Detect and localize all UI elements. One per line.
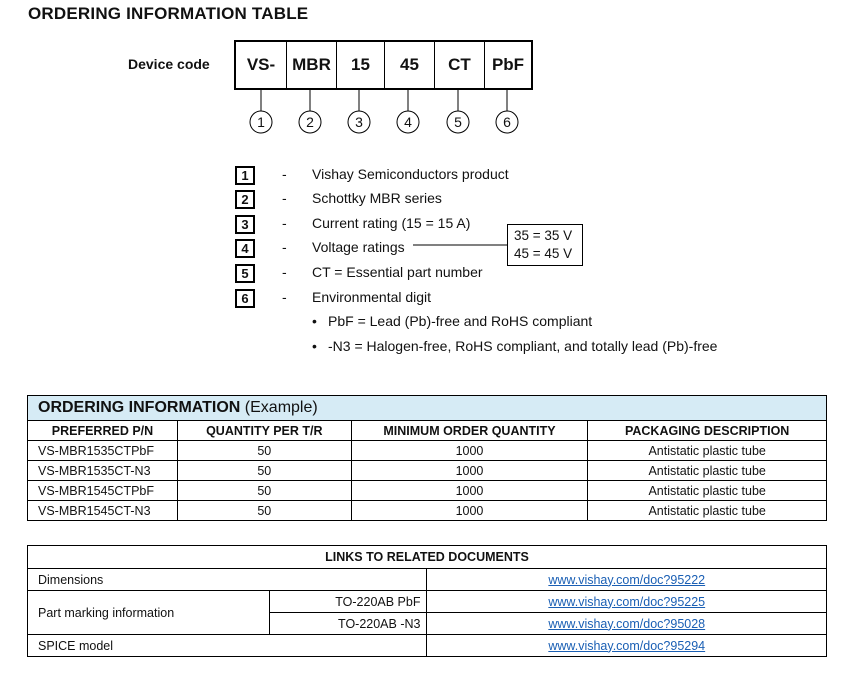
legend-text: Environmental digit — [312, 289, 432, 305]
table-cell: 50 — [177, 441, 351, 461]
table-cell: 50 — [177, 461, 351, 481]
link-name: Part marking information — [28, 591, 270, 635]
spice-model-link[interactable]: www.vishay.com/doc?95294 — [548, 638, 706, 653]
legend-number: 5 — [235, 264, 255, 283]
legend-dash: - — [282, 289, 287, 305]
code-segment: 45 — [385, 42, 435, 88]
legend-dash: - — [282, 264, 287, 280]
table-cell: VS-MBR1545CT-N3 — [28, 501, 178, 521]
column-header: PACKAGING DESCRIPTION — [588, 421, 827, 441]
voltage-option: 35 = 35 V — [514, 228, 573, 243]
bullet-dot: • — [312, 338, 317, 354]
legend-text: Voltage ratings — [312, 239, 405, 255]
voltage-option: 45 = 45 V — [514, 246, 573, 261]
table-row — [28, 569, 827, 591]
table-cell: 1000 — [351, 441, 588, 461]
code-segment: VS- — [236, 42, 287, 88]
table-row — [28, 461, 827, 481]
code-segment: MBR — [287, 42, 337, 88]
voltage-ratings-box — [507, 224, 583, 266]
legend-dash: - — [282, 166, 287, 182]
part-marking-n3-link[interactable]: www.vishay.com/doc?95028 — [548, 616, 706, 631]
legend-dash: - — [282, 239, 287, 255]
code-segment: 15 — [337, 42, 385, 88]
legend-number: 2 — [235, 190, 255, 209]
table-row — [28, 481, 827, 501]
device-code-label: Device code — [128, 56, 210, 72]
part-marking-pbf-link[interactable]: www.vishay.com/doc?95225 — [548, 594, 706, 609]
table-cell: VS-MBR1545CTPbF — [28, 481, 178, 501]
table-cell: Antistatic plastic tube — [588, 441, 827, 461]
table-cell: Antistatic plastic tube — [588, 501, 827, 521]
table-cell: Antistatic plastic tube — [588, 481, 827, 501]
circle-number: 1 — [257, 114, 265, 130]
table-cell: 1000 — [351, 481, 588, 501]
table-cell: 50 — [177, 501, 351, 521]
bullet-item — [312, 338, 717, 354]
circle-number: 4 — [404, 114, 412, 130]
column-header: QUANTITY PER T/R — [177, 421, 351, 441]
code-segment: CT — [435, 42, 485, 88]
circle-number: 6 — [503, 114, 511, 130]
table-row — [28, 591, 827, 613]
dimensions-link[interactable]: www.vishay.com/doc?95222 — [548, 572, 706, 587]
column-header: MINIMUM ORDER QUANTITY — [351, 421, 588, 441]
legend-number: 4 — [235, 239, 255, 258]
legend-number: 1 — [235, 166, 255, 185]
table-row — [28, 635, 827, 657]
circle-number: 3 — [355, 114, 363, 130]
table-cell: Antistatic plastic tube — [588, 461, 827, 481]
legend-text: Vishay Semiconductors product — [312, 166, 509, 182]
circle-number: 5 — [454, 114, 462, 130]
ordering-info-table — [27, 395, 827, 521]
legend-dash: - — [282, 215, 287, 231]
table-cell: 50 — [177, 481, 351, 501]
table-row — [28, 501, 827, 521]
legend-number: 6 — [235, 289, 255, 308]
table-cell: 1000 — [351, 461, 588, 481]
page-title: ORDERING INFORMATION TABLE — [28, 4, 309, 23]
links-table — [27, 545, 827, 657]
link-name: SPICE model — [28, 635, 427, 657]
links-table-header: LINKS TO RELATED DOCUMENTS — [28, 546, 827, 569]
legend-text: CT = Essential part number — [312, 264, 483, 280]
bullet-text: PbF = Lead (Pb)-free and RoHS compliant — [328, 313, 593, 329]
bullet-dot: • — [312, 313, 317, 329]
link-sub-label: TO-220AB -N3 — [269, 613, 427, 635]
ordering-title-bold: ORDERING INFORMATION — [38, 399, 241, 416]
link-name: Dimensions — [28, 569, 427, 591]
ordering-title-rest: (Example) — [240, 399, 318, 416]
table-row — [28, 441, 827, 461]
bullet-item — [312, 313, 592, 329]
legend-number: 3 — [235, 215, 255, 234]
code-segment: PbF — [491, 55, 525, 74]
table-cell: 1000 — [351, 501, 588, 521]
circle-number: 2 — [306, 114, 314, 130]
link-sub-label: TO-220AB PbF — [269, 591, 427, 613]
legend-text: Schottky MBR series — [312, 190, 442, 206]
column-header: PREFERRED P/N — [28, 421, 178, 441]
table-cell: VS-MBR1535CTPbF — [28, 441, 178, 461]
legend-text: Current rating (15 = 15 A) — [312, 215, 471, 231]
bullet-text: -N3 = Halogen-free, RoHS compliant, and totally lead (Pb)-free — [328, 338, 718, 354]
table-cell: VS-MBR1535CT-N3 — [28, 461, 178, 481]
ordering-table-title — [28, 396, 827, 421]
legend-dash: - — [282, 190, 287, 206]
